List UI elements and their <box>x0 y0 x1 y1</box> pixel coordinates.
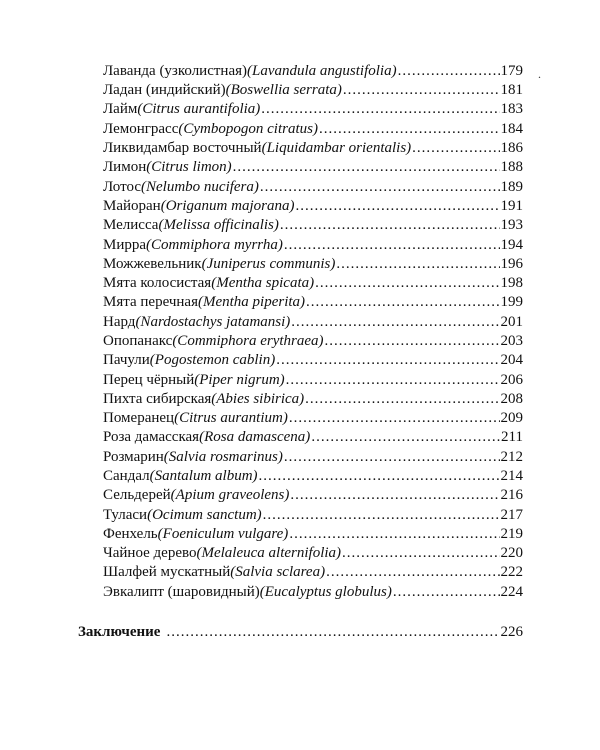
entry-russian-name: Померанец <box>103 410 175 426</box>
entry-russian-name: Эвкалипт (шаровидный) <box>103 584 260 600</box>
entry-latin-name: (Ocimum sanctum) <box>147 507 262 523</box>
entry-latin-name: (Commiphora myrrha) <box>146 237 283 253</box>
dot-leader <box>412 139 499 158</box>
dot-leader <box>315 274 499 293</box>
entry-latin-name: (Rosa damascena) <box>199 429 311 445</box>
entry-page-number: 198 <box>500 275 523 291</box>
entry-latin-name: (Nelumbo nucifera) <box>141 179 259 195</box>
entry-russian-name: Лемонграсс <box>103 121 179 137</box>
entry-latin-name: (Salvia sclarea) <box>230 564 326 580</box>
entry-russian-name: Лотос <box>103 179 141 195</box>
dot-leader <box>233 158 500 177</box>
entry-latin-name: (Pogostemon cablin) <box>149 352 276 368</box>
entry-page-number: 203 <box>500 333 523 349</box>
entry-russian-name: Лаванда (узколистная) <box>103 63 247 79</box>
entry-latin-name: (Juniperus communis) <box>201 256 336 272</box>
dot-leader <box>325 332 500 351</box>
entry-page-number: 222 <box>500 564 523 580</box>
entry-latin-name: (Mentha piperita) <box>197 294 306 310</box>
toc-entry <box>103 216 523 235</box>
entry-page-number: 206 <box>500 372 523 388</box>
entry-russian-name: Майоран <box>103 198 161 214</box>
entry-latin-name: (Eucalyptus globulus) <box>259 584 392 600</box>
entry-latin-name: (Nardostachys jatamansi) <box>135 314 291 330</box>
entry-russian-name: Мята перечная <box>103 294 198 310</box>
entry-russian-name: Нард <box>103 314 136 330</box>
entry-latin-name: (Boswellia serrata) <box>225 82 342 98</box>
toc-entry <box>103 313 523 332</box>
entry-page-number: 217 <box>500 507 523 523</box>
entry-russian-name: Туласи <box>103 507 148 523</box>
toc-entry <box>103 293 523 312</box>
toc-entry <box>103 139 523 158</box>
toc-entry <box>103 120 523 139</box>
dot-leader <box>263 506 500 525</box>
dot-leader <box>280 216 500 235</box>
dot-leader <box>276 351 499 370</box>
entry-russian-name: Мята колосистая <box>103 275 212 291</box>
conclusion-title: Заключение <box>78 624 161 640</box>
entry-russian-name: Пачули <box>103 352 150 368</box>
toc-entry <box>103 409 523 428</box>
dot-leader <box>398 62 500 81</box>
toc-entry <box>103 486 523 505</box>
toc-entry <box>103 197 523 216</box>
entry-page-number: 189 <box>500 179 523 195</box>
dot-leader <box>261 100 499 119</box>
entry-russian-name: Ладан (индийский) <box>103 82 226 98</box>
entry-latin-name: (Lavandula angustifolia) <box>247 63 397 79</box>
dot-leader <box>260 178 500 197</box>
dot-leader <box>290 486 499 505</box>
entry-latin-name: (Citrus aurantium) <box>174 410 288 426</box>
entry-russian-name: Лимон <box>103 159 147 175</box>
entry-page-number: 220 <box>500 545 523 561</box>
entry-russian-name: Пихта сибирская <box>103 391 212 407</box>
entry-russian-name: Сельдерей <box>103 487 171 503</box>
entry-latin-name: (Santalum album) <box>149 468 258 484</box>
entry-page-number: 193 <box>500 217 523 233</box>
dot-leader <box>286 371 500 390</box>
entry-page-number: 208 <box>500 391 523 407</box>
toc-entry <box>103 158 523 177</box>
toc-entry <box>103 178 523 197</box>
toc-entry <box>103 371 523 390</box>
entry-latin-name: (Commiphora erythraea) <box>172 333 324 349</box>
entry-page-number: 188 <box>500 159 523 175</box>
entry-page-number: 194 <box>500 237 523 253</box>
entry-latin-name: (Melaleuca alternifolia) <box>196 545 342 561</box>
entry-page-number: 184 <box>500 121 523 137</box>
entry-page-number: 216 <box>500 487 523 503</box>
dot-leader <box>284 448 500 467</box>
entry-russian-name: Шалфей мускатный <box>103 564 231 580</box>
toc-entry <box>103 390 523 409</box>
entry-russian-name: Опопанакс <box>103 333 173 349</box>
entry-page-number: 183 <box>500 101 523 117</box>
entry-russian-name: Фенхель <box>103 526 158 542</box>
toc-entry <box>103 236 523 255</box>
dot-leader <box>311 428 500 447</box>
dot-leader <box>306 293 499 312</box>
toc-entry <box>103 544 523 563</box>
entry-page-number: 199 <box>500 294 523 310</box>
entry-page-number: 219 <box>500 526 523 542</box>
toc-entry <box>103 563 523 582</box>
toc-entry <box>103 506 523 525</box>
entry-page-number: 179 <box>500 63 523 79</box>
dot-leader <box>166 623 498 642</box>
entry-latin-name: (Salvia rosmarinus) <box>163 449 283 465</box>
entry-latin-name: (Apium graveolens) <box>170 487 290 503</box>
entry-page-number: 209 <box>500 410 523 426</box>
toc-entry <box>103 274 523 293</box>
dot-leader <box>343 81 500 100</box>
entry-page-number: 214 <box>500 468 523 484</box>
dot-leader <box>336 255 499 274</box>
entry-latin-name: (Citrus aurantifolia) <box>137 101 261 117</box>
dot-leader <box>342 544 499 563</box>
dot-leader <box>289 525 499 544</box>
entry-page-number: 191 <box>500 198 523 214</box>
conclusion-page-number: 226 <box>500 624 523 640</box>
entry-page-number: 224 <box>500 584 523 600</box>
entry-latin-name: (Piper nigrum) <box>194 372 285 388</box>
entry-latin-name: (Cymbopogon citratus) <box>178 121 318 137</box>
entry-russian-name: Мирра <box>103 237 147 253</box>
entry-latin-name: (Abies sibirica) <box>211 391 305 407</box>
toc-entry <box>103 81 523 100</box>
toc-entry <box>103 62 523 81</box>
stray-mark: . <box>538 67 541 81</box>
dot-leader <box>295 197 499 216</box>
toc-conclusion-entry <box>78 623 523 642</box>
dot-leader <box>326 563 499 582</box>
toc-entry <box>103 448 523 467</box>
entry-russian-name: Чайное дерево <box>103 545 197 561</box>
toc-entry <box>103 351 523 370</box>
entry-russian-name: Розмарин <box>103 449 164 465</box>
toc-entry <box>103 467 523 486</box>
toc-entry <box>103 255 523 274</box>
dot-leader <box>393 583 500 602</box>
entry-latin-name: (Liquidambar orientalis) <box>261 140 412 156</box>
entry-page-number: 186 <box>500 140 523 156</box>
toc-entry <box>103 428 523 447</box>
toc-entry <box>103 332 523 351</box>
entry-latin-name: (Origanum majorana) <box>160 198 295 214</box>
dot-leader <box>289 409 500 428</box>
toc-entry <box>103 100 523 119</box>
entry-page-number: 204 <box>500 352 523 368</box>
entry-russian-name: Мелисса <box>103 217 159 233</box>
entry-russian-name: Сандал <box>103 468 150 484</box>
entry-russian-name: Лайм <box>103 101 138 117</box>
entry-latin-name: (Mentha spicata) <box>211 275 315 291</box>
entry-page-number: 196 <box>500 256 523 272</box>
dot-leader <box>319 120 500 139</box>
entry-russian-name: Можжевельник <box>103 256 202 272</box>
entry-latin-name: (Citrus limon) <box>146 159 232 175</box>
entry-latin-name: (Foeniculum vulgare) <box>157 526 289 542</box>
toc-entry <box>103 525 523 544</box>
dot-leader <box>259 467 500 486</box>
entry-page-number: 211 <box>501 429 523 445</box>
dot-leader <box>284 236 500 255</box>
dot-leader <box>291 313 499 332</box>
entry-russian-name: Ликвидамбар восточный <box>103 140 262 156</box>
toc-entry <box>103 583 523 602</box>
entry-russian-name: Роза дамасская <box>103 429 200 445</box>
entry-russian-name: Перец чёрный <box>103 372 195 388</box>
entry-page-number: 181 <box>500 82 523 98</box>
entry-page-number: 201 <box>500 314 523 330</box>
entry-latin-name: (Melissa officinalis) <box>158 217 279 233</box>
dot-leader <box>305 390 499 409</box>
entry-page-number: 212 <box>500 449 523 465</box>
